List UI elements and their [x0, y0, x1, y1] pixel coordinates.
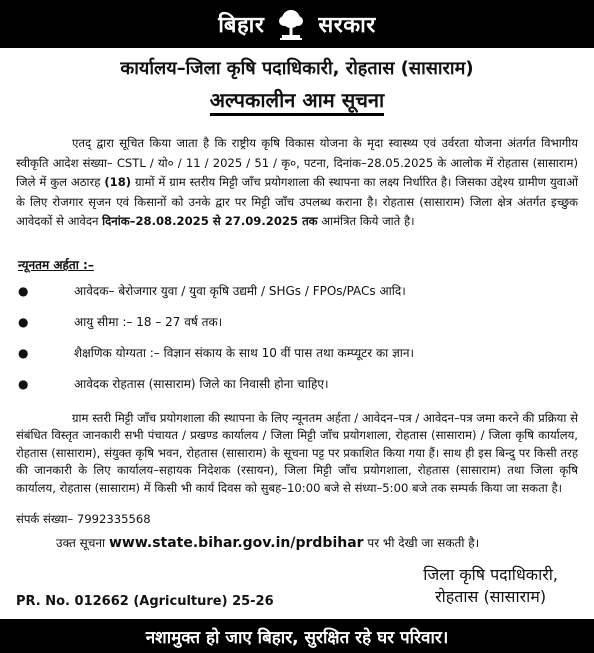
office-title: कार्यालय–जिला कृषि पदाधिकारी, रोहतास (सासाराम) [120, 58, 474, 79]
signature-designation: जिला कृषि पदाधिकारी, [423, 565, 558, 584]
intro-paragraph [16, 134, 578, 232]
signature-location: रोहतास (सासाराम) [435, 587, 547, 606]
bullet-icon: ● [18, 346, 29, 360]
website-suffix: पर भी देखी जा सकती है। [363, 536, 480, 550]
bullet-icon: ● [18, 315, 29, 329]
eligibility-heading: न्यूनतम अर्हता :– [18, 258, 94, 272]
pr-number: PR. No. 012662 (Agriculture) 25-26 [16, 594, 274, 609]
bullet-icon: ● [18, 377, 29, 391]
website-line [16, 534, 578, 551]
header-left-text: बिहार [218, 13, 265, 38]
footer-slogan: नशामुक्त हो जाए बिहार, सुरक्षित रहे घर परिवार। [145, 627, 449, 648]
intro-text-count: (18) [104, 175, 132, 189]
header-banner [0, 0, 594, 48]
eligibility-list [18, 282, 578, 406]
eligibility-item-text: आवेदक– बेरोजगार युवा / युवा कृषि उद्यमी / SHGs / FPOs/PACs आदि। [74, 284, 406, 298]
eligibility-item-text: शैक्षणिक योग्यता :– विज्ञान संकाय के साथ 10 वीं पास तथा कम्प्यूटर का ज्ञान। [74, 346, 415, 360]
website-link[interactable]: www.state.bihar.gov.in/prdbihar [108, 535, 364, 551]
footer-banner [0, 619, 594, 653]
application-date-range: दिनांक–28.08.2025 से 27.09.2025 तक [102, 214, 318, 228]
notice-title-text: अल्पकालीन आम सूचना [210, 88, 384, 116]
eligibility-item [18, 375, 578, 406]
header-right-text: सरकार [318, 13, 376, 38]
intro-text-3: ग्रामों में ग्राम स्तरीय मिट्टी जाँच प्रयोगशाला की स्थापना का लक्ष्य निर्धारित है। जिसका उद्देश्य ग्रामीण युवाओं के लिए रोजगार सृजन एवं किसानों को उनके द्वार पर मिट्टी जाँच उपलब्ध कराना है। रोहतास (सासाराम) जिला क्षेत्र अंतर्गत इच्छुक आवेदकों से आवेदन [16, 175, 578, 228]
eligibility-item [18, 282, 578, 313]
website-prefix: उक्त सूचना [56, 536, 109, 550]
signature-block [423, 564, 558, 608]
details-paragraph: ग्राम स्तरी मिट्टी जाँच प्रयोगशाला की स्थापना के लिए न्यूनतम अर्हता / आवेदन–पत्र / आवेदन–पत्र जमा करने की प्रक्रिया से संबंधित विस्तृत जानकारी सभी पंचायत / प्रखण्ड कार्यालय / जिला मिट्टी जाँच प्रयोगशाला, रोहतास (सासाराम) / जिला कृषि कार्यालय, रोहतास (सासाराम), संयुक्त कृषि भवन, रोहतास (सासाराम) के सूचना पट्ट पर प्रकाशित किया गया हैं। साथ ही इस बिन्दु पर किसी तरह की जानकारी के लिए कार्यालय–सहायक निदेशक (रसायन), जिला मिट्टी जाँच प्रयोगशाला, रोहतास (सासाराम) तथा जिला कृषि कार्यालय, रोहतास (सासाराम) में किसी भी कार्य दिवस को सुबह–10:00 बजे से संध्या–5:00 बजे तक सम्पर्क किया जा सकता है। [16, 411, 579, 495]
eligibility-item-text: आयु सीमा :– 18 – 27 वर्ष तक। [74, 315, 223, 329]
intro-text-1: एतद् द्वारा सूचित किया जाता है कि राष्ट्रीय कृषि विकास योजना के मृदा स्वास्थ्य एवं उर्वरता योजना अंतर्गत विभागीय स्वीकृति आदेश संख्या– CSTL / यो० / 11 / 2025 / 51 / कृ०, पटना, दिनांक–28.05.2025 के आलोक में रोहतास (सासाराम) जिले में कुल अठारह [16, 136, 578, 189]
eligibility-item [18, 344, 578, 375]
contact-number: संपर्क संख्या– 7992335568 [16, 512, 151, 526]
notice-title [0, 86, 594, 113]
intro-text-5: आमंत्रित किये जाते है। [317, 214, 415, 228]
eligibility-item-text: आवेदक रोहतास (सासाराम) जिले का निवासी होना चाहिए। [74, 377, 329, 391]
eligibility-item [18, 313, 578, 344]
bullet-icon: ● [18, 284, 29, 298]
bodhi-tree-emblem-icon [274, 7, 308, 41]
